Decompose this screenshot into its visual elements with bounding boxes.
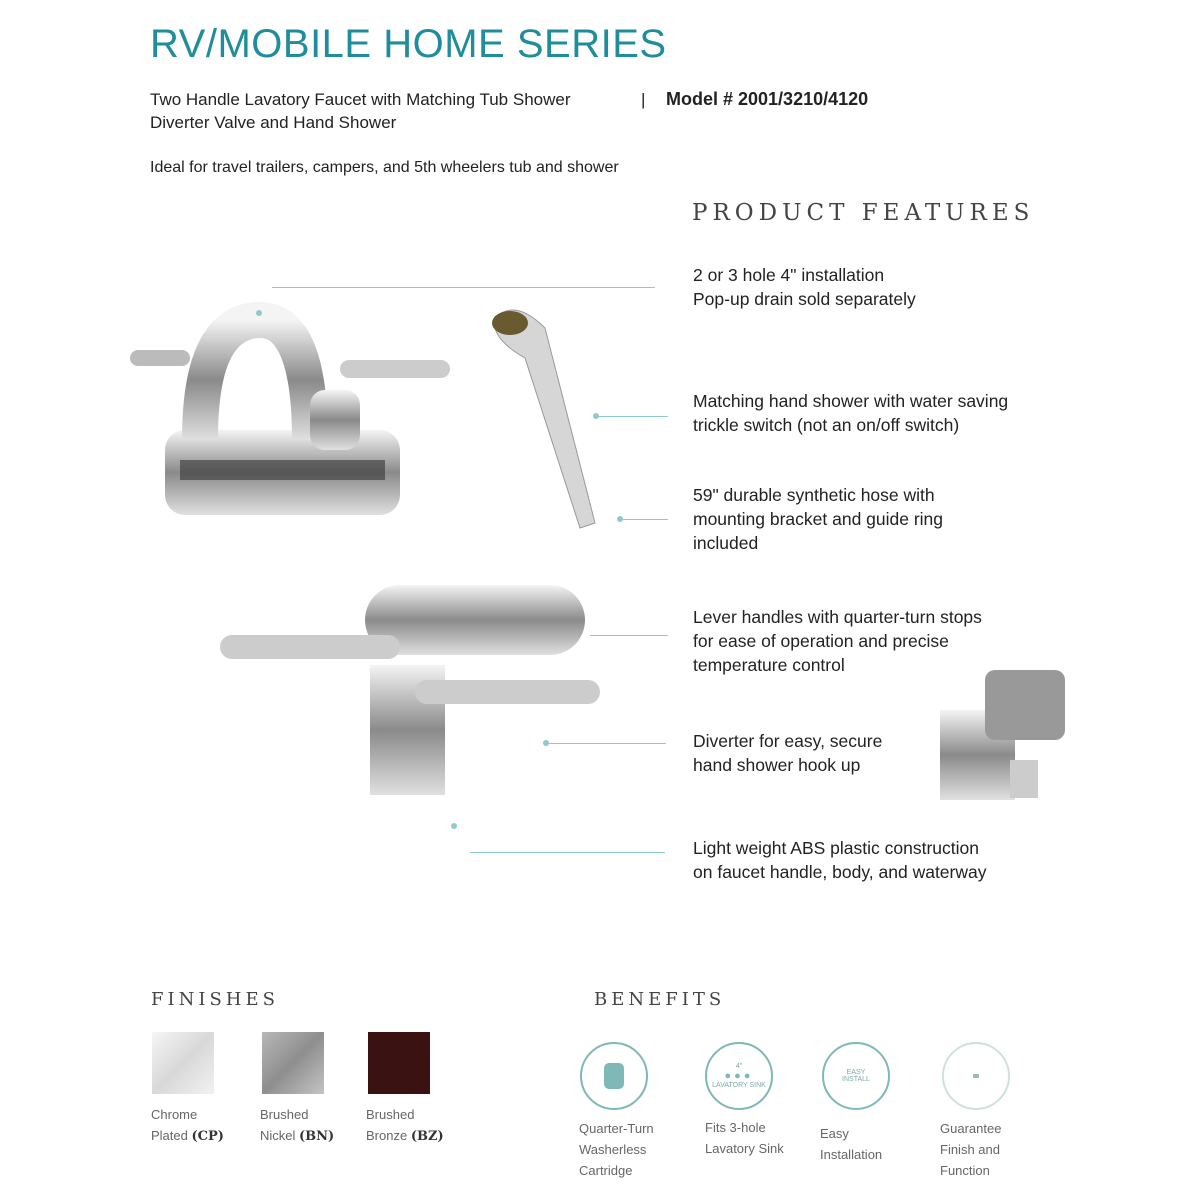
benefit-label-three-hole: Fits 3-hole Lavatory Sink xyxy=(705,1120,784,1156)
leader-dot xyxy=(451,823,457,829)
model-number: Model # 2001/3210/4120 xyxy=(666,89,869,109)
feature-diverter: Diverter for easy, secure hand shower hook up xyxy=(693,731,883,775)
finish-label-nickel: Brushed Nickel (BN) xyxy=(260,1107,335,1144)
finish-label-chrome: Chrome Plated (CP) xyxy=(151,1107,224,1144)
leader-line xyxy=(272,287,655,288)
leader-dot xyxy=(256,310,262,316)
leader-line xyxy=(590,635,668,636)
finish-label-bronze: Brushed Bronze (BZ) xyxy=(366,1107,444,1144)
benefit-label-cartridge: Quarter-Turn Washerless Cartridge xyxy=(579,1121,654,1178)
leader-line xyxy=(470,852,665,853)
finishes-heading: FINISHES xyxy=(151,989,279,1010)
swatch-brushed-nickel xyxy=(262,1032,324,1094)
three-hole-icon: 4" ●●● LAVATORY SINK xyxy=(705,1042,773,1110)
leader-dot xyxy=(543,740,549,746)
easy-install-icon: EASY INSTALL xyxy=(822,1042,890,1110)
swatch-brushed-bronze xyxy=(368,1032,430,1094)
ideal-text: Ideal for travel trailers, campers, and 5th wheelers tub and shower xyxy=(150,159,619,176)
features-heading: PRODUCT FEATURES xyxy=(692,200,1035,226)
leader-line xyxy=(548,743,666,744)
benefit-label-easy-install: Easy Installation xyxy=(820,1126,883,1162)
benefit-label-guarantee: Guarantee Finish and Function xyxy=(940,1121,1002,1178)
leader-dot xyxy=(593,413,599,419)
leader-line xyxy=(598,416,668,417)
leader-line xyxy=(622,519,668,520)
tub-shower-faucet-image xyxy=(215,575,605,805)
feature-abs-plastic: Light weight ABS plastic construction on faucet handle, body, and waterway xyxy=(693,838,987,882)
feature-hose: 59" durable synthetic hose with mounting bracket and guide ring included xyxy=(693,485,944,553)
swatch-chrome xyxy=(152,1032,214,1094)
subtitle-line1: Two Handle Lavatory Faucet with Matching Tub Shower xyxy=(150,90,571,109)
page-title: RV/MOBILE HOME SERIES xyxy=(150,22,667,66)
separator: | xyxy=(641,90,646,109)
feature-lever-handles: Lever handles with quarter-turn stops for ease of operation and precise temperature control xyxy=(693,607,982,675)
feature-hand-shower: Matching hand shower with water saving trickle switch (not an on/off switch) xyxy=(693,391,1009,435)
leader-dot xyxy=(617,516,623,522)
lavatory-faucet-image xyxy=(120,290,460,530)
benefits-heading: BENEFITS xyxy=(594,989,726,1010)
hand-shower-image xyxy=(485,298,605,533)
cartridge-icon xyxy=(580,1042,648,1110)
feature-installation: 2 or 3 hole 4" installation Pop-up drain sold separately xyxy=(693,265,916,309)
guarantee-icon xyxy=(942,1042,1010,1110)
subtitle-line2: Diverter Valve and Hand Shower xyxy=(150,113,397,132)
